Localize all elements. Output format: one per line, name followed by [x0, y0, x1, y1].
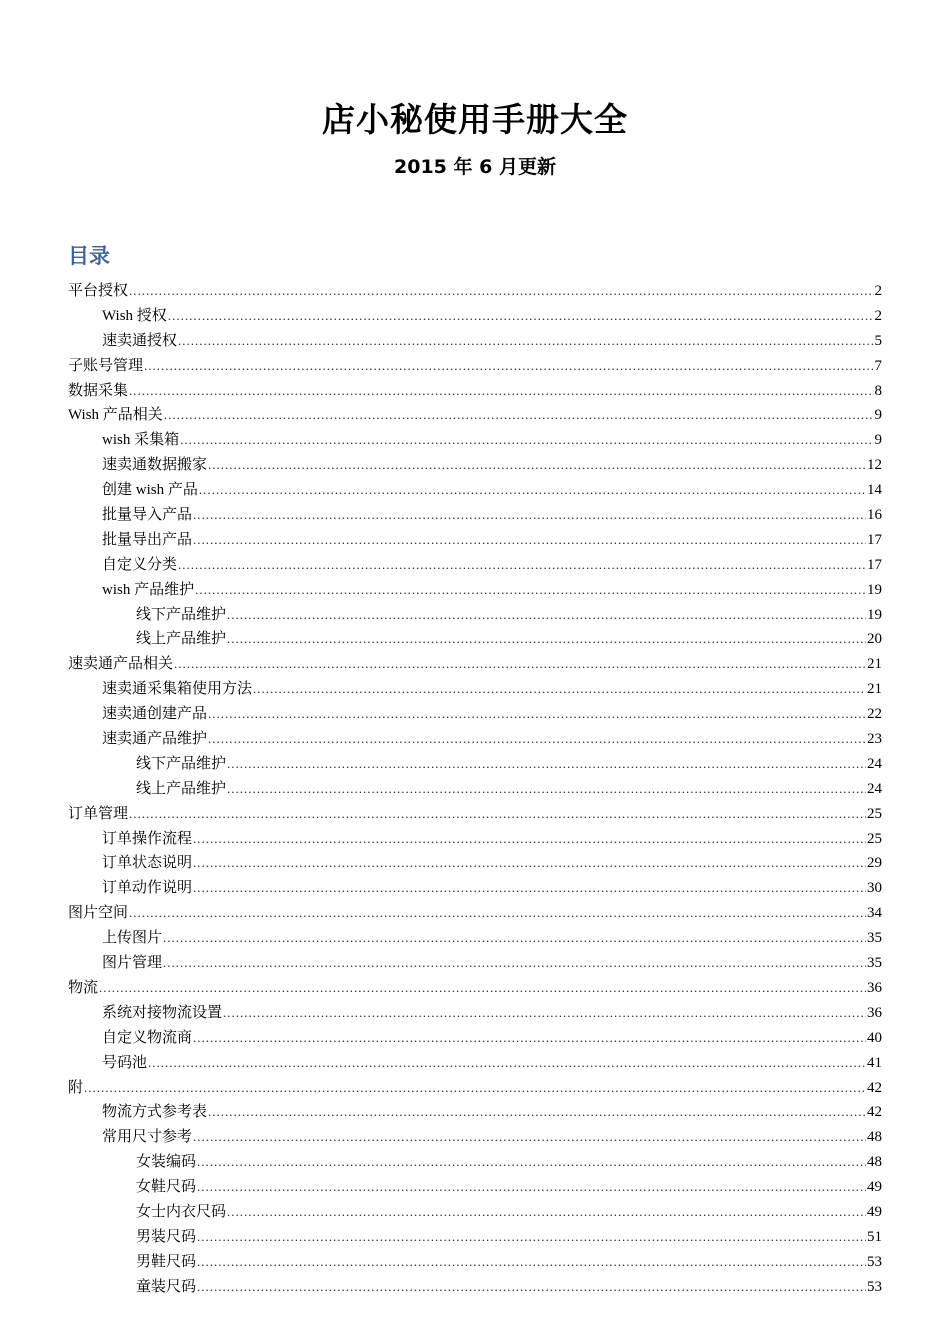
toc-entry[interactable]: [68, 652, 882, 677]
toc-dot-leader: [197, 1175, 866, 1200]
toc-entry[interactable]: [68, 1150, 882, 1175]
toc-entry[interactable]: [68, 528, 882, 553]
toc-dot-leader: [208, 702, 866, 727]
toc-entry-page-number: 34: [867, 905, 882, 922]
table-of-contents: [68, 279, 882, 1300]
toc-entry-page-number: 12: [867, 457, 882, 474]
toc-entry-label: 订单操作流程: [102, 830, 193, 847]
toc-entry[interactable]: [68, 279, 882, 304]
toc-dot-leader: [144, 354, 873, 379]
toc-entry-label: 速卖通创建产品: [102, 706, 208, 723]
toc-entry-page-number: 21: [867, 656, 882, 673]
toc-entry[interactable]: [68, 802, 882, 827]
toc-entry[interactable]: [68, 976, 882, 1001]
toc-entry-page-number: 2: [874, 283, 882, 299]
toc-entry[interactable]: [68, 603, 882, 628]
toc-dot-leader: [199, 478, 866, 503]
toc-dot-leader: [197, 1275, 866, 1300]
toc-dot-leader: [208, 453, 866, 478]
toc-entry[interactable]: [68, 453, 882, 478]
toc-entry[interactable]: [68, 752, 882, 777]
toc-dot-leader: [193, 851, 866, 876]
toc-entry-page-number: 25: [867, 830, 882, 847]
toc-entry-page-number: 40: [867, 1029, 882, 1046]
toc-entry-label: 速卖通产品相关: [68, 656, 174, 673]
toc-entry[interactable]: [68, 1125, 882, 1150]
toc-entry[interactable]: [68, 1076, 882, 1101]
toc-entry-page-number: 21: [867, 681, 882, 698]
toc-entry[interactable]: [68, 1026, 882, 1051]
toc-entry-page-number: 30: [867, 880, 882, 897]
toc-entry-label: 男装尺码: [136, 1228, 197, 1245]
toc-entry-page-number: 23: [867, 731, 882, 748]
toc-dot-leader: [223, 1001, 866, 1026]
toc-entry[interactable]: [68, 876, 882, 901]
toc-dot-leader: [197, 1225, 866, 1250]
toc-entry[interactable]: [68, 926, 882, 951]
toc-entry-label: 速卖通授权: [102, 332, 178, 349]
toc-entry-label: 童装尺码: [136, 1278, 197, 1295]
toc-entry-page-number: 36: [867, 1004, 882, 1021]
toc-entry[interactable]: [68, 677, 882, 702]
toc-entry-label: 女士内衣尺码: [136, 1203, 227, 1220]
toc-entry-label: 自定义分类: [102, 556, 178, 573]
toc-entry-label: Wish 授权: [102, 307, 167, 324]
toc-entry-page-number: 48: [867, 1129, 882, 1146]
toc-dot-leader: [163, 926, 866, 951]
toc-entry-page-number: 48: [867, 1154, 882, 1171]
toc-entry[interactable]: [68, 1200, 882, 1225]
toc-entry[interactable]: [68, 851, 882, 876]
toc-dot-leader: [193, 827, 866, 852]
toc-entry-label: 子账号管理: [68, 357, 144, 374]
toc-entry-label: 订单动作说明: [102, 880, 193, 897]
toc-entry-page-number: 8: [874, 382, 882, 399]
toc-dot-leader: [84, 1076, 866, 1101]
toc-entry[interactable]: [68, 727, 882, 752]
toc-entry-label: 线下产品维护: [136, 755, 227, 772]
toc-entry-page-number: 42: [867, 1079, 882, 1096]
toc-entry-page-number: 5: [874, 332, 882, 349]
toc-entry-page-number: 24: [867, 780, 882, 797]
toc-dot-leader: [197, 1150, 866, 1175]
toc-entry-label: 附: [68, 1079, 84, 1096]
toc-entry-label: 图片管理: [102, 955, 163, 972]
toc-entry-label: 批量导出产品: [102, 531, 193, 548]
toc-entry-label: 自定义物流商: [102, 1029, 193, 1046]
toc-entry[interactable]: [68, 1275, 882, 1300]
toc-entry-page-number: 9: [874, 407, 882, 424]
toc-entry[interactable]: [68, 901, 882, 926]
toc-dot-leader: [178, 553, 866, 578]
toc-entry-label: 数据采集: [68, 382, 129, 399]
toc-dot-leader: [253, 677, 866, 702]
toc-entry-label: 订单管理: [68, 805, 129, 822]
toc-entry-label: 常用尺寸参考: [102, 1129, 193, 1146]
toc-entry[interactable]: [68, 403, 882, 428]
toc-entry[interactable]: [68, 1051, 882, 1076]
toc-entry[interactable]: [68, 1175, 882, 1200]
toc-dot-leader: [163, 951, 866, 976]
toc-entry[interactable]: [68, 702, 882, 727]
toc-entry-page-number: 53: [867, 1253, 882, 1270]
toc-entry-label: 物流方式参考表: [102, 1104, 208, 1121]
toc-dot-leader: [193, 1125, 866, 1150]
toc-entry[interactable]: [68, 1225, 882, 1250]
toc-dot-leader: [174, 652, 866, 677]
toc-entry-label: 线上产品维护: [136, 780, 227, 797]
toc-entry-label: Wish 产品相关: [68, 407, 163, 424]
toc-entry-page-number: 41: [867, 1054, 882, 1071]
toc-entry[interactable]: [68, 354, 882, 379]
toc-entry-label: 图片空间: [68, 905, 129, 922]
toc-entry-label: 线上产品维护: [136, 631, 227, 648]
toc-dot-leader: [193, 503, 866, 528]
toc-entry[interactable]: [68, 827, 882, 852]
toc-dot-leader: [178, 329, 873, 354]
toc-entry[interactable]: [68, 1001, 882, 1026]
toc-entry-page-number: 19: [867, 581, 882, 598]
toc-dot-leader: [195, 578, 866, 603]
toc-entry-label: 物流: [68, 979, 99, 996]
toc-entry-label: 速卖通数据搬家: [102, 457, 208, 474]
toc-dot-leader: [227, 752, 866, 777]
toc-entry[interactable]: [68, 379, 882, 404]
toc-dot-leader: [193, 528, 866, 553]
toc-dot-leader: [227, 627, 866, 652]
toc-entry-page-number: 14: [867, 482, 882, 499]
toc-dot-leader: [148, 1051, 866, 1076]
document-subtitle: 2015 年 6 月更新: [394, 156, 556, 178]
toc-entry-label: 速卖通采集箱使用方法: [102, 681, 253, 698]
toc-entry-label: 上传图片: [102, 930, 163, 947]
toc-dot-leader: [129, 379, 873, 404]
toc-dot-leader: [227, 777, 866, 802]
toc-entry-label: 批量导入产品: [102, 507, 193, 524]
toc-dot-leader: [193, 876, 866, 901]
toc-entry-label: 平台授权: [68, 283, 129, 299]
toc-entry[interactable]: [68, 478, 882, 503]
toc-entry-page-number: 42: [867, 1104, 882, 1121]
toc-entry-page-number: 19: [867, 606, 882, 623]
toc-dot-leader: [168, 304, 874, 329]
toc-entry[interactable]: [68, 578, 882, 603]
toc-entry-page-number: 17: [867, 531, 882, 548]
toc-entry-label: 创建 wish 产品: [102, 482, 198, 499]
toc-entry-page-number: 29: [867, 855, 882, 872]
toc-heading: 目录: [68, 244, 110, 268]
toc-entry[interactable]: [68, 304, 882, 329]
toc-dot-leader: [227, 603, 866, 628]
toc-entry-page-number: 51: [867, 1228, 882, 1245]
toc-entry-label: 速卖通产品维护: [102, 731, 208, 748]
toc-entry-page-number: 24: [867, 755, 882, 772]
toc-dot-leader: [99, 976, 866, 1001]
toc-entry[interactable]: [68, 1100, 882, 1125]
toc-entry-page-number: 2: [874, 307, 882, 324]
toc-entry-page-number: 7: [874, 357, 882, 374]
toc-entry-page-number: 25: [867, 805, 882, 822]
toc-dot-leader: [129, 279, 873, 304]
toc-dot-leader: [208, 727, 866, 752]
toc-entry-page-number: 53: [867, 1278, 882, 1295]
toc-entry-label: wish 采集箱: [102, 432, 180, 449]
toc-entry-page-number: 16: [867, 507, 882, 524]
toc-dot-leader: [180, 428, 873, 453]
toc-entry-page-number: 22: [867, 706, 882, 723]
toc-entry-label: 订单状态说明: [102, 855, 193, 872]
toc-entry-label: 男鞋尺码: [136, 1253, 197, 1270]
toc-entry[interactable]: [68, 777, 882, 802]
toc-dot-leader: [164, 403, 874, 428]
toc-entry-page-number: 49: [867, 1179, 882, 1196]
toc-entry-page-number: 49: [867, 1203, 882, 1220]
toc-entry[interactable]: [68, 329, 882, 354]
toc-entry-label: 女鞋尺码: [136, 1179, 197, 1196]
toc-entry-page-number: 35: [867, 955, 882, 972]
toc-dot-leader: [129, 901, 866, 926]
toc-dot-leader: [129, 802, 866, 827]
toc-entry-label: 线下产品维护: [136, 606, 227, 623]
toc-entry-label: wish 产品维护: [102, 581, 195, 598]
toc-entry-page-number: 17: [867, 556, 882, 573]
document-title: 店小秘使用手册大全: [322, 100, 628, 139]
toc-entry[interactable]: [68, 1250, 882, 1275]
toc-entry[interactable]: [68, 428, 882, 453]
toc-entry-label: 号码池: [102, 1054, 148, 1071]
toc-dot-leader: [227, 1200, 866, 1225]
toc-entry-label: 女装编码: [136, 1154, 197, 1171]
toc-dot-leader: [208, 1100, 866, 1125]
toc-entry-page-number: 20: [867, 631, 882, 648]
toc-dot-leader: [193, 1026, 866, 1051]
toc-entry[interactable]: [68, 503, 882, 528]
toc-entry[interactable]: [68, 951, 882, 976]
toc-entry[interactable]: [68, 627, 882, 652]
toc-dot-leader: [197, 1250, 866, 1275]
toc-entry[interactable]: [68, 553, 882, 578]
toc-entry-page-number: 9: [874, 432, 882, 449]
toc-entry-page-number: 36: [867, 979, 882, 996]
toc-entry-page-number: 35: [867, 930, 882, 947]
toc-entry-label: 系统对接物流设置: [102, 1004, 223, 1021]
